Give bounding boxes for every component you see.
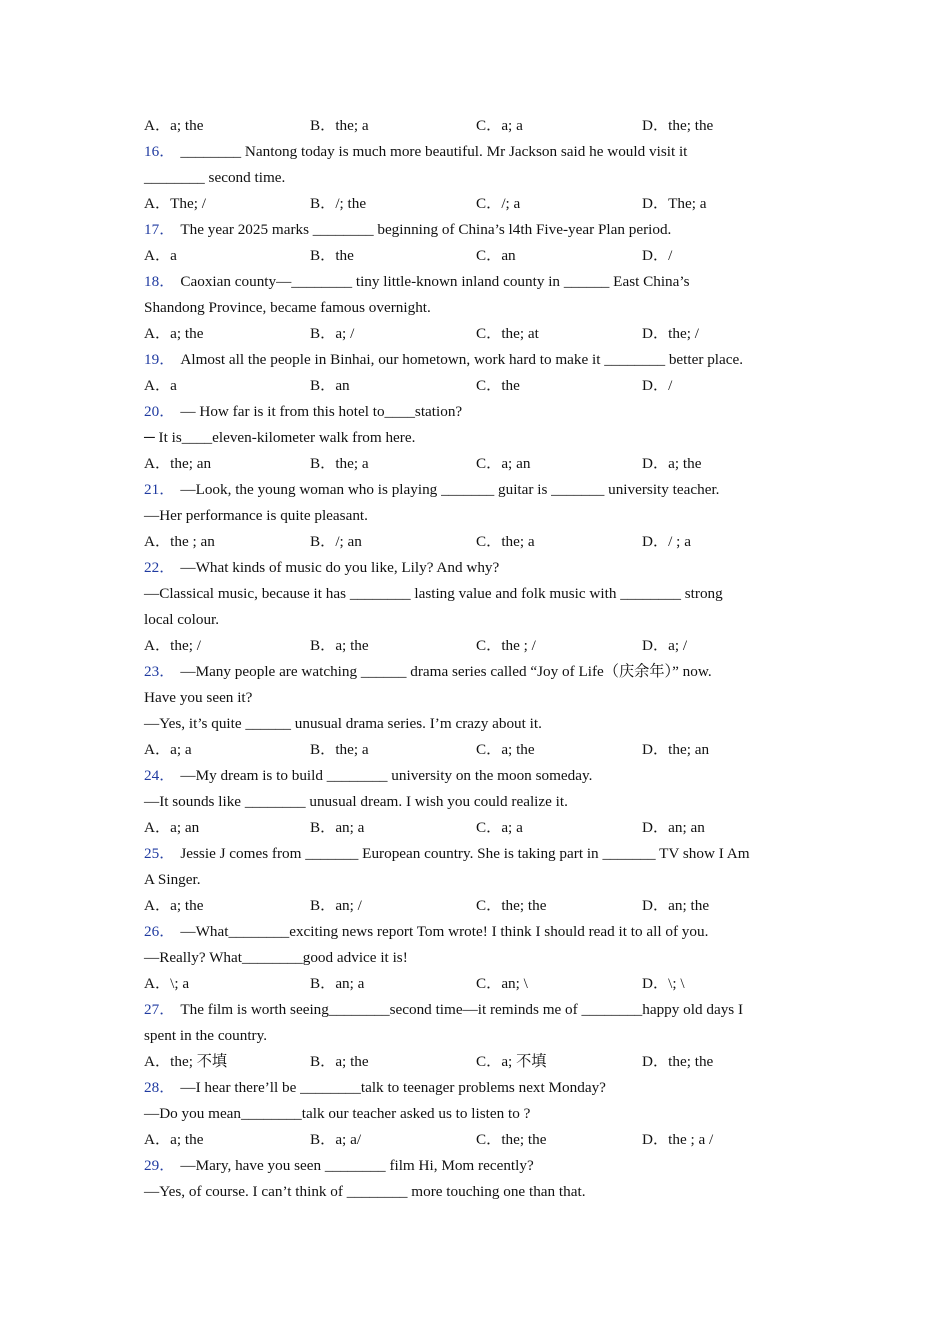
- question-item: [144, 659, 814, 763]
- question-number: 22．: [144, 559, 175, 576]
- option-b: B．an: [310, 377, 350, 394]
- option-b: B．/; the: [310, 195, 367, 212]
- question-line: [144, 1101, 814, 1127]
- question-line: [144, 659, 814, 685]
- option-b: B．an; /: [310, 897, 362, 914]
- question-line: [144, 711, 814, 737]
- option-d: D．the; the: [642, 117, 714, 134]
- option-b: B．a; the: [310, 637, 369, 654]
- question-item: [144, 555, 814, 659]
- question-line: [144, 581, 814, 607]
- question-item: [144, 477, 814, 555]
- question-text: The film is worth seeing________second time—it reminds me of ________happy old days I: [180, 1001, 744, 1018]
- option-a: A．a; the: [144, 117, 204, 134]
- question-line: [144, 1023, 814, 1049]
- question-text: ________ Nantong today is much more beautiful. Mr Jackson said he would visit it: [180, 143, 688, 160]
- option-c: C．the ; /: [476, 637, 536, 654]
- options-row: [144, 815, 814, 841]
- option-a: A．a: [144, 377, 177, 394]
- question-text: ________ second time.: [144, 169, 286, 186]
- question-text: —What________exciting news report Tom wrote! I think I should read it to all of you.: [180, 923, 709, 940]
- option-c: C．an; \: [476, 975, 528, 992]
- question-line: [144, 555, 814, 581]
- options-row: [144, 243, 814, 269]
- exercise-page: [144, 113, 814, 1205]
- question-line: [144, 867, 814, 893]
- question-number: 29．: [144, 1157, 175, 1174]
- option-c: C．a; 不填: [476, 1053, 547, 1070]
- question-text: Shandong Province, became famous overnight.: [144, 299, 431, 316]
- option-c: C．a; a: [476, 117, 523, 134]
- question-line: [144, 1179, 814, 1205]
- question-item: [144, 139, 814, 217]
- question-item: [144, 269, 814, 347]
- question-line: [144, 295, 814, 321]
- option-b: B．an; a: [310, 819, 365, 836]
- option-d: D．a; the: [642, 455, 702, 472]
- question-text: spent in the country.: [144, 1027, 268, 1044]
- option-b: B．a; /: [310, 325, 355, 342]
- option-d: D．the; an: [642, 741, 710, 758]
- question-item: [144, 919, 814, 997]
- option-a: A．the; 不填: [144, 1053, 228, 1070]
- option-c: C．the: [476, 377, 520, 394]
- option-c: C．the; at: [476, 325, 539, 342]
- question-text: —Really? What________good advice it is!: [144, 949, 408, 966]
- question-text: —What kinds of music do you like, Lily? And why?: [180, 559, 500, 576]
- question-text: —Yes, of course. I can’t think of ________ more touching one than that.: [144, 1183, 586, 1200]
- question-item: [144, 763, 814, 841]
- question-text: —Yes, it’s quite ______ unusual drama series. I’m crazy about it.: [144, 715, 542, 732]
- option-c: C．/; a: [476, 195, 521, 212]
- question-line: [144, 1153, 814, 1179]
- question-line: [144, 945, 814, 971]
- question-text: — How far is it from this hotel to____station?: [180, 403, 463, 420]
- question-text: —Look, the young woman who is playing _______ guitar is _______ university teacher.: [180, 481, 720, 498]
- option-a: A．the; /: [144, 637, 201, 654]
- question-line: [144, 139, 814, 165]
- question-number: 25．: [144, 845, 175, 862]
- option-a: A．The; /: [144, 195, 207, 212]
- question-number: 23．: [144, 663, 175, 680]
- option-a: A．a; a: [144, 741, 192, 758]
- options-row: [144, 191, 814, 217]
- options-row: [144, 1049, 814, 1075]
- option-c: C．a; the: [476, 741, 535, 758]
- question-item: [144, 997, 814, 1075]
- question-line: [144, 399, 814, 425]
- question-number: 19．: [144, 351, 175, 368]
- question-text: —I hear there’ll be ________talk to teenager problems next Monday?: [180, 1079, 606, 1096]
- question-text: —Her performance is quite pleasant.: [144, 507, 368, 524]
- options-row: [144, 529, 814, 555]
- option-b: B．the; a: [310, 117, 369, 134]
- question-line: [144, 477, 814, 503]
- question-item: [144, 841, 814, 919]
- question-item: [144, 217, 814, 269]
- question-line: [144, 763, 814, 789]
- option-b: B．a; the: [310, 1053, 369, 1070]
- question-number: 28．: [144, 1079, 175, 1096]
- question-text: Almost all the people in Binhai, our hometown, work hard to make it ________ better place.: [180, 351, 744, 368]
- question-number: 17．: [144, 221, 175, 238]
- option-d: D．/: [642, 377, 673, 394]
- options-row: [144, 737, 814, 763]
- question-line: [144, 217, 814, 243]
- option-b: B．the; a: [310, 455, 369, 472]
- option-c: C．a; a: [476, 819, 523, 836]
- options-row: [144, 451, 814, 477]
- option-a: A．a; the: [144, 325, 204, 342]
- question-number: 20．: [144, 403, 175, 420]
- option-c: C．the; a: [476, 533, 535, 550]
- option-a: A．\; a: [144, 975, 190, 992]
- question-line: [144, 607, 814, 633]
- option-b: B．the: [310, 247, 354, 264]
- question-item: [144, 1075, 814, 1153]
- options-row: [144, 971, 814, 997]
- question-line: [144, 1075, 814, 1101]
- question-line: [144, 425, 814, 451]
- question-text: Have you seen it?: [144, 689, 253, 706]
- options-row: [144, 373, 814, 399]
- question-text: —It sounds like ________ unusual dream. I wish you could realize it.: [144, 793, 568, 810]
- question-text: Jessie J comes from _______ European country. She is taking part in _______ TV show I Am: [180, 845, 750, 862]
- option-a: A．the; an: [144, 455, 212, 472]
- options-row: [144, 893, 814, 919]
- option-c: C．an: [476, 247, 516, 264]
- question-item: [144, 399, 814, 477]
- question-line: [144, 503, 814, 529]
- question-item: [144, 347, 814, 399]
- question-text: —Mary, have you seen ________ film Hi, Mom recently?: [180, 1157, 534, 1174]
- option-c: C．the; the: [476, 1131, 547, 1148]
- question-line: [144, 685, 814, 711]
- question-item: [144, 1153, 814, 1205]
- option-c: C．the; the: [476, 897, 547, 914]
- option-c: C．a; an: [476, 455, 531, 472]
- question-text: A Singer.: [144, 871, 201, 888]
- option-d: D．/ ; a: [642, 533, 691, 550]
- options-row: [144, 633, 814, 659]
- question-number: 27．: [144, 1001, 175, 1018]
- options-row: [144, 321, 814, 347]
- question-line: [144, 789, 814, 815]
- option-d: D．/: [642, 247, 673, 264]
- question-number: 26．: [144, 923, 175, 940]
- option-d: D．an; an: [642, 819, 705, 836]
- question-line: [144, 165, 814, 191]
- option-d: D．the; /: [642, 325, 699, 342]
- option-d: D．The; a: [642, 195, 707, 212]
- question-line: [144, 841, 814, 867]
- question-line: [144, 919, 814, 945]
- option-b: B．a; a/: [310, 1131, 362, 1148]
- option-b: B．/; an: [310, 533, 362, 550]
- option-d: D．the; the: [642, 1053, 714, 1070]
- question-text: Caoxian county—________ tiny little-known inland county in ______ East China’s: [180, 273, 690, 290]
- question-number: 16．: [144, 143, 175, 160]
- option-d: D．an; the: [642, 897, 710, 914]
- question-number: 24．: [144, 767, 175, 784]
- question-line: [144, 269, 814, 295]
- question-number: 18．: [144, 273, 175, 290]
- options-row-15: [144, 113, 814, 139]
- question-text: local colour.: [144, 611, 220, 628]
- question-text: —My dream is to build ________ university on the moon someday.: [180, 767, 593, 784]
- option-b: B．an; a: [310, 975, 365, 992]
- option-a: A．a: [144, 247, 177, 264]
- option-a: A．a; the: [144, 897, 204, 914]
- option-d: D．\; \: [642, 975, 685, 992]
- question-text: —Do you mean________talk our teacher asked us to listen to ?: [144, 1105, 531, 1122]
- question-text: —Classical music, because it has ________ lasting value and folk music with ________ strong: [144, 585, 723, 602]
- question-text: —Many people are watching ______ drama series called “Joy of Life（庆余年）” now.: [180, 663, 712, 680]
- question-text: ─ It is____eleven-kilometer walk from here.: [144, 429, 416, 446]
- option-a: A．the ; an: [144, 533, 215, 550]
- question-list: [144, 139, 814, 1205]
- option-b: B．the; a: [310, 741, 369, 758]
- question-number: 21．: [144, 481, 175, 498]
- option-a: A．a; an: [144, 819, 200, 836]
- option-d: D．the ; a /: [642, 1131, 714, 1148]
- question-text: The year 2025 marks ________ beginning of China’s l4th Five-year Plan period.: [180, 221, 672, 238]
- question-line: [144, 997, 814, 1023]
- option-a: A．a; the: [144, 1131, 204, 1148]
- question-line: [144, 347, 814, 373]
- option-d: D．a; /: [642, 637, 688, 654]
- options-row: [144, 1127, 814, 1153]
